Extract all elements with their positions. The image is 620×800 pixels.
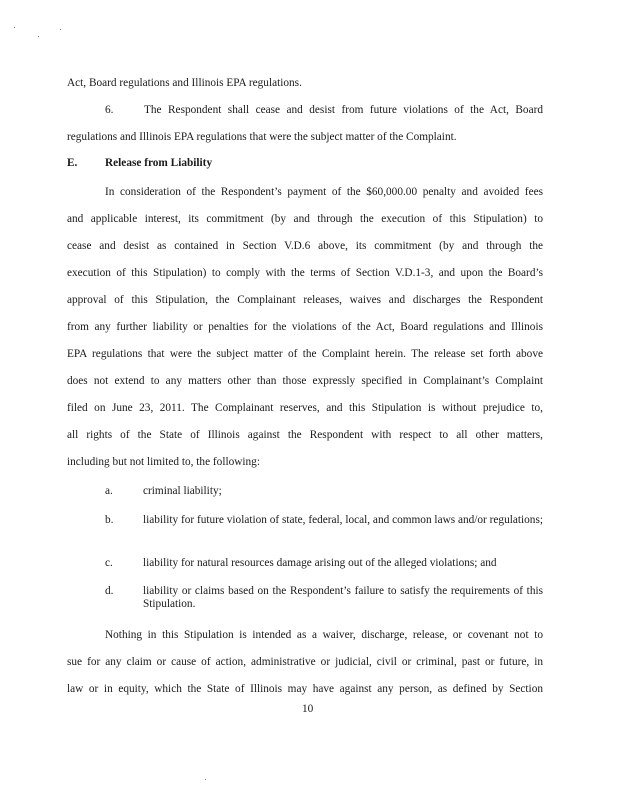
section-letter: E. <box>67 157 78 169</box>
section-title: Release from Liability <box>105 157 213 169</box>
text-line: approval of this Stipulation, the Complainant releases, waives and discharges the Respondent <box>67 294 543 306</box>
scan-speck <box>14 27 15 28</box>
text-line: all rights of the State of Illinois against the Respondent with respect to all other matters, <box>67 429 543 441</box>
list-item: liability or claims based on the Respondent’s failure to satisfy the requirements of this Stipulation. <box>143 585 543 610</box>
list-item: criminal liability; <box>143 485 222 497</box>
list-item-letter: c. <box>105 557 113 569</box>
text-line: law or in equity, which the State of Illinois may have against any person, as defined by Section <box>67 683 543 695</box>
text-line: filed on June 23, 2011. The Complainant reserves, and this Stipulation is without prejudice to, <box>67 402 543 414</box>
text-line: Nothing in this Stipulation is intended as a waiver, discharge, release, or covenant not to <box>105 629 543 641</box>
text-line: cease and desist as contained in Section V.D.6 above, its commitment (by and through the <box>67 240 543 252</box>
page-number: 10 <box>302 703 314 715</box>
scan-speck <box>38 36 39 37</box>
scan-speck <box>205 779 206 780</box>
paragraph-number: 6. <box>105 104 114 116</box>
list-item-letter: d. <box>105 585 114 597</box>
text-line: from any further liability or penalties for the violations of the Act, Board regulations and Illinois <box>67 321 543 333</box>
text-line: regulations and Illinois EPA regulations that were the subject matter of the Complaint. <box>67 131 457 143</box>
text-line: EPA regulations that were the subject matter of the Complaint herein. The release set forth above <box>67 348 543 360</box>
list-item: liability for future violation of state, federal, local, and common laws and/or regulations; <box>143 514 543 526</box>
text-line: Act, Board regulations and Illinois EPA regulations. <box>67 77 302 89</box>
text-line: does not extend to any matters other than those expressly specified in Complainant’s Complaint <box>67 375 543 387</box>
list-item-letter: b. <box>105 514 114 526</box>
text-line: including but not limited to, the following: <box>67 456 260 468</box>
scan-speck <box>60 29 61 30</box>
text-line: In consideration of the Respondent’s payment of the $60,000.00 penalty and avoided fees <box>105 186 543 198</box>
text-line: execution of this Stipulation) to comply with the terms of Section V.D.1-3, and upon the Board’s <box>67 267 543 279</box>
text-line: sue for any claim or cause of action, administrative or judicial, civil or criminal, past or future, in <box>67 656 543 668</box>
list-item-letter: a. <box>105 485 113 497</box>
text-line: and applicable interest, its commitment (by and through the execution of this Stipulation) to <box>67 213 543 225</box>
list-item: liability for natural resources damage arising out of the alleged violations; and <box>143 557 497 569</box>
text-line: The Respondent shall cease and desist from future violations of the Act, Board <box>144 104 543 116</box>
